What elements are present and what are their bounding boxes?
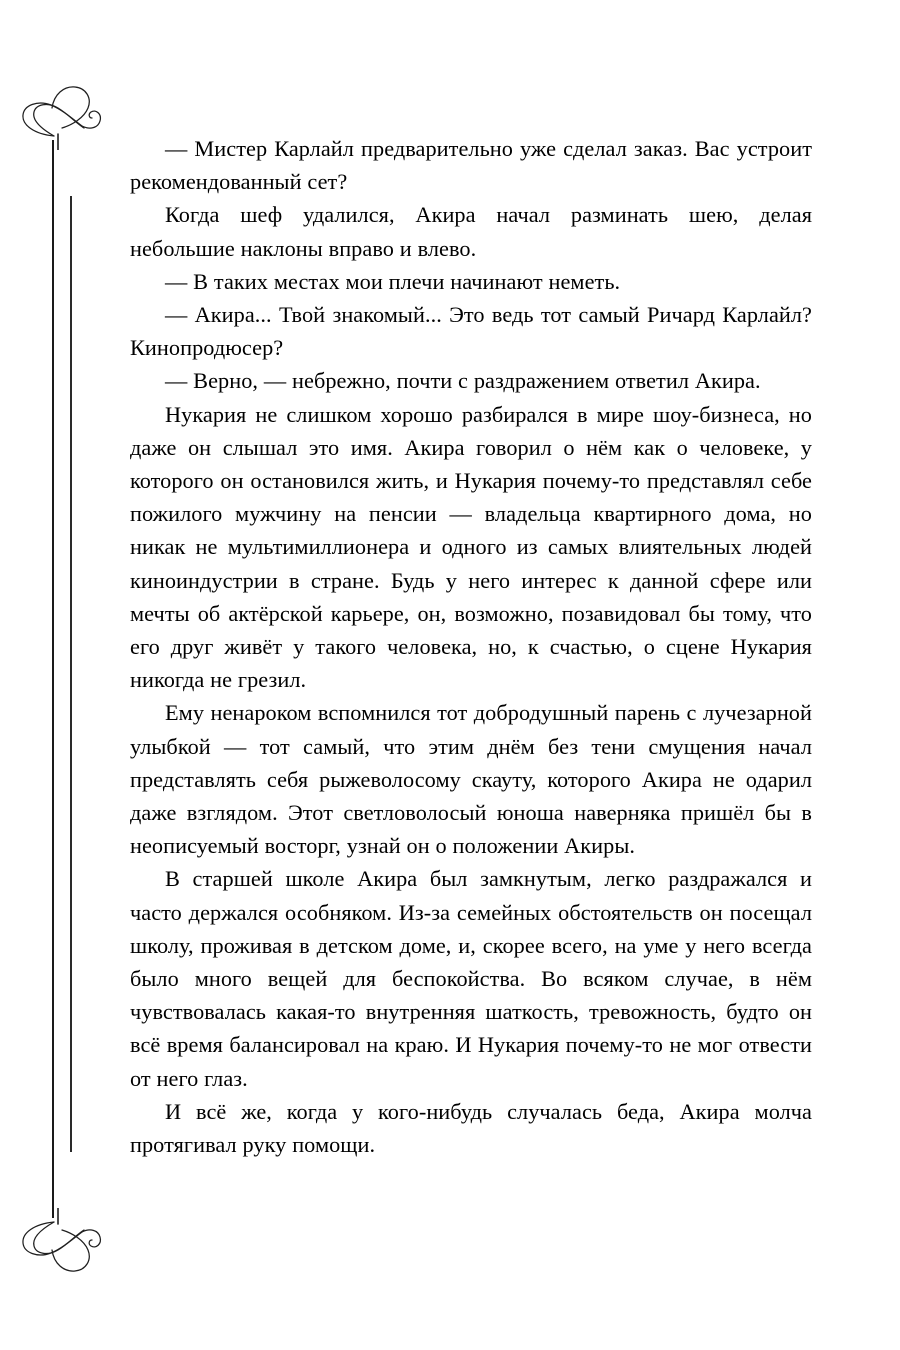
paragraph: В старшей школе Акира был замкнутым, легко раздражался и часто держался особняком. Из-за семейных обстоятельств он посещал школу, проживая в детском доме, и, скорее всего, на уме у него всегда было много вещей для беспокойства. Во всяком случае, в нём чувствовалась какая-то внутренняя шаткость, тревожность, будто он всё время балансировал на краю. И Нукария почему-то не мог отвести от него глаз. bbox=[130, 866, 812, 1091]
paragraph: Ему ненароком вспомнился тот добродушный парень с лучезарной улыбкой — тот самый, что этим днём без тени смущения начал представлять себя рыжеволосому скауту, которого Акира не одарил даже взглядом. Этот светловолосый юноша наверняка пришёл бы в неописуемый восторг, узнай он о положении Акиры. bbox=[130, 700, 812, 859]
vertical-rule-outer bbox=[52, 140, 54, 1218]
calligraphic-flourish-ornament bbox=[18, 78, 110, 150]
paragraph: Когда шеф удалился, Акира начал разминать шею, делая небольшие наклоны вправо и влево. bbox=[130, 202, 812, 261]
vertical-rule-inner bbox=[70, 196, 72, 1152]
calligraphic-flourish-ornament bbox=[18, 1208, 110, 1280]
paragraph: — Акира... Твой знакомый... Это ведь тот самый Ричард Карлайл? Кинопродюсер? bbox=[130, 302, 812, 361]
paragraph: — Верно, — небрежно, почти с раздражением ответил Акира. bbox=[165, 368, 761, 394]
body-text-column bbox=[130, 132, 812, 1161]
paragraph: И всё же, когда у кого-нибудь случалась беда, Акира молча протягивал руку помощи. bbox=[130, 1098, 812, 1158]
paragraph: — Мистер Карлайл предварительно уже сделал заказ. Вас устроит рекомендованный сет? bbox=[130, 136, 812, 195]
paragraph: Нукария не слишком хорошо разбирался в мире шоу-бизнеса, но даже он слышал это имя. Акира говорил о нём как о человеке, у которого он остановился жить, и Нукария почему-то представлял себе пожилого мужчину на пенсии — владельца квартирного дома, но никак не мультимиллионера и одного из самых влиятельных людей киноиндустрии в стране. Будь у него интерес к данной сфере или мечты об актёрской карьере, он, возможно, позавидовал бы тому, что его друг живёт у такого человека, но, к счастью, о сцене Нукария никогда не грезил. bbox=[130, 401, 812, 693]
paragraph: — В таких местах мои плечи начинают неметь. bbox=[165, 268, 621, 294]
margin-decoration bbox=[0, 0, 130, 1350]
